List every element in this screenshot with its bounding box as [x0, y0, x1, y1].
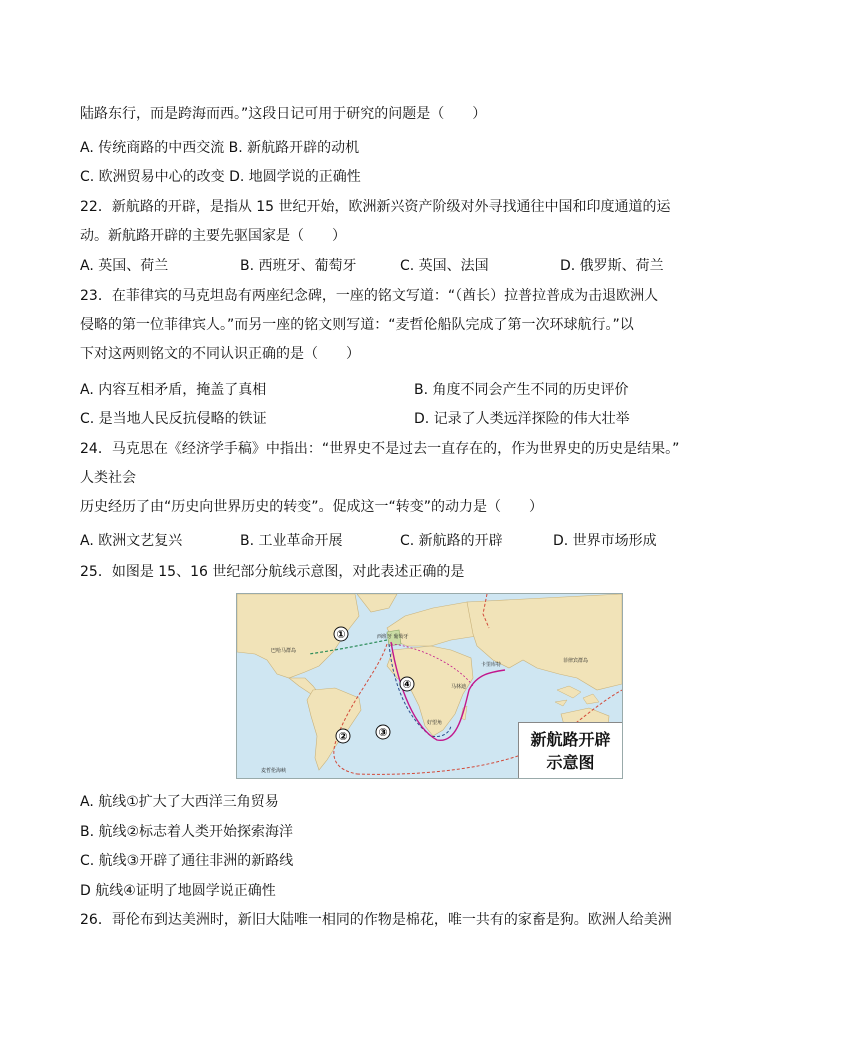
route-marker-3-label: ③ [378, 726, 388, 739]
q24-option-c: C. 新航路的开辟 [400, 533, 503, 549]
q24-option-d: D. 世界市场形成 [553, 533, 657, 549]
q23-options-row-2 [80, 409, 780, 429]
q23-stem-line-1: 23．在菲律宾的马克坦岛有两座纪念碑，一座的铭文写道：“（酋长）拉普拉普成为击退欧洲人 [80, 288, 659, 304]
q24-option-b: B. 工业革命开展 [240, 533, 343, 549]
q26-stem: 26．哥伦布到达美洲时，新旧大陆唯一相同的作物是棉花，唯一共有的家畜是狗。欧洲人给美洲 [80, 912, 672, 928]
q22-option-c: C. 英国、法国 [400, 258, 489, 274]
q23-options-row-1 [80, 380, 780, 400]
q25-option-c: C. 航线③开辟了通往非洲的新路线 [80, 853, 294, 869]
route-marker-4-label: ④ [402, 678, 412, 691]
map-caption-line-1: 新航路开辟 [530, 730, 611, 749]
route-marker-1 [334, 627, 348, 641]
q23-option-b: B. 角度不同会产生不同的历史评价 [414, 382, 629, 398]
label-bahamas: 巴哈马群岛 [271, 648, 297, 654]
q23-stem-line-2: 侵略的第一位菲律宾人。”而另一座的铭文则写道：“麦哲伦船队完成了第一次环球航行。”以 [80, 317, 634, 333]
q25-option-d: D 航线④证明了地圆学说正确性 [80, 883, 276, 899]
route-marker-3 [376, 725, 390, 739]
label-magellan-strait: 麦哲伦海峡 [261, 768, 287, 774]
q23-option-d: D. 记录了人类远洋探险的伟大壮举 [414, 411, 630, 427]
route-marker-4 [400, 677, 414, 691]
route-marker-2 [336, 729, 350, 743]
label-spain-portugal: 西班牙 葡萄牙 [377, 634, 409, 640]
q24-options [80, 531, 780, 551]
route-marker-1-label: ① [336, 628, 346, 641]
q24-stem-line-2: 人类社会 [80, 470, 136, 486]
q22-option-a: A. 英国、荷兰 [80, 258, 169, 274]
map-caption-line-2: 示意图 [546, 753, 595, 772]
q22-stem-line-1: 22．新航路的开辟，是指从 15 世纪开始，欧洲新兴资产阶级对外寻找通往中国和印度通道的运 [80, 199, 671, 215]
map-caption [518, 722, 622, 778]
q25-option-a: A. 航线①扩大了大西洋三角贸易 [80, 794, 279, 810]
label-malindi: 马林迪 [451, 684, 467, 690]
new-routes-map [236, 593, 623, 779]
q21-options-row-1: A. 传统商路的中西交流 B. 新航路开辟的动机 [80, 140, 360, 156]
q24-option-a: A. 欧洲文艺复兴 [80, 533, 183, 549]
q22-options [80, 256, 780, 276]
q25-stem: 25．如图是 15、16 世纪部分航线示意图，对此表述正确的是 [80, 564, 465, 580]
label-philippines: 菲律宾群岛 [563, 658, 589, 664]
q22-stem-line-2: 动。新航路开辟的主要先驱国家是（ ） [80, 228, 346, 244]
route-marker-2-label: ② [338, 730, 348, 743]
q23-option-c: C. 是当地人民反抗侵略的铁证 [80, 411, 267, 427]
q23-option-a: A. 内容互相矛盾，掩盖了真相 [80, 382, 267, 398]
q22-option-b: B. 西班牙、葡萄牙 [240, 258, 357, 274]
label-cape-of-good-hope: 好望角 [427, 720, 443, 726]
q23-stem-line-3: 下对这两则铭文的不同认识正确的是（ ） [80, 346, 360, 362]
q21-options-row-2: C. 欧洲贸易中心的改变 D. 地圆学说的正确性 [80, 169, 361, 185]
q24-stem-line-3: 历史经历了由“历史向世界历史的转变”。促成这一“转变”的动力是（ ） [80, 499, 544, 515]
q25-option-b: B. 航线②标志着人类开始探索海洋 [80, 824, 294, 840]
q24-stem-line-1: 24．马克思在《经济学手稿》中指出：“世界史不是过去一直存在的，作为世界史的历史是结果。” [80, 441, 680, 457]
passage-continuation: 陆路东行，而是跨海而西。”这段日记可用于研究的问题是（ ） [80, 106, 487, 122]
q22-option-d: D. 俄罗斯、荷兰 [560, 258, 664, 274]
label-calicut: 卡里库特 [481, 662, 502, 668]
